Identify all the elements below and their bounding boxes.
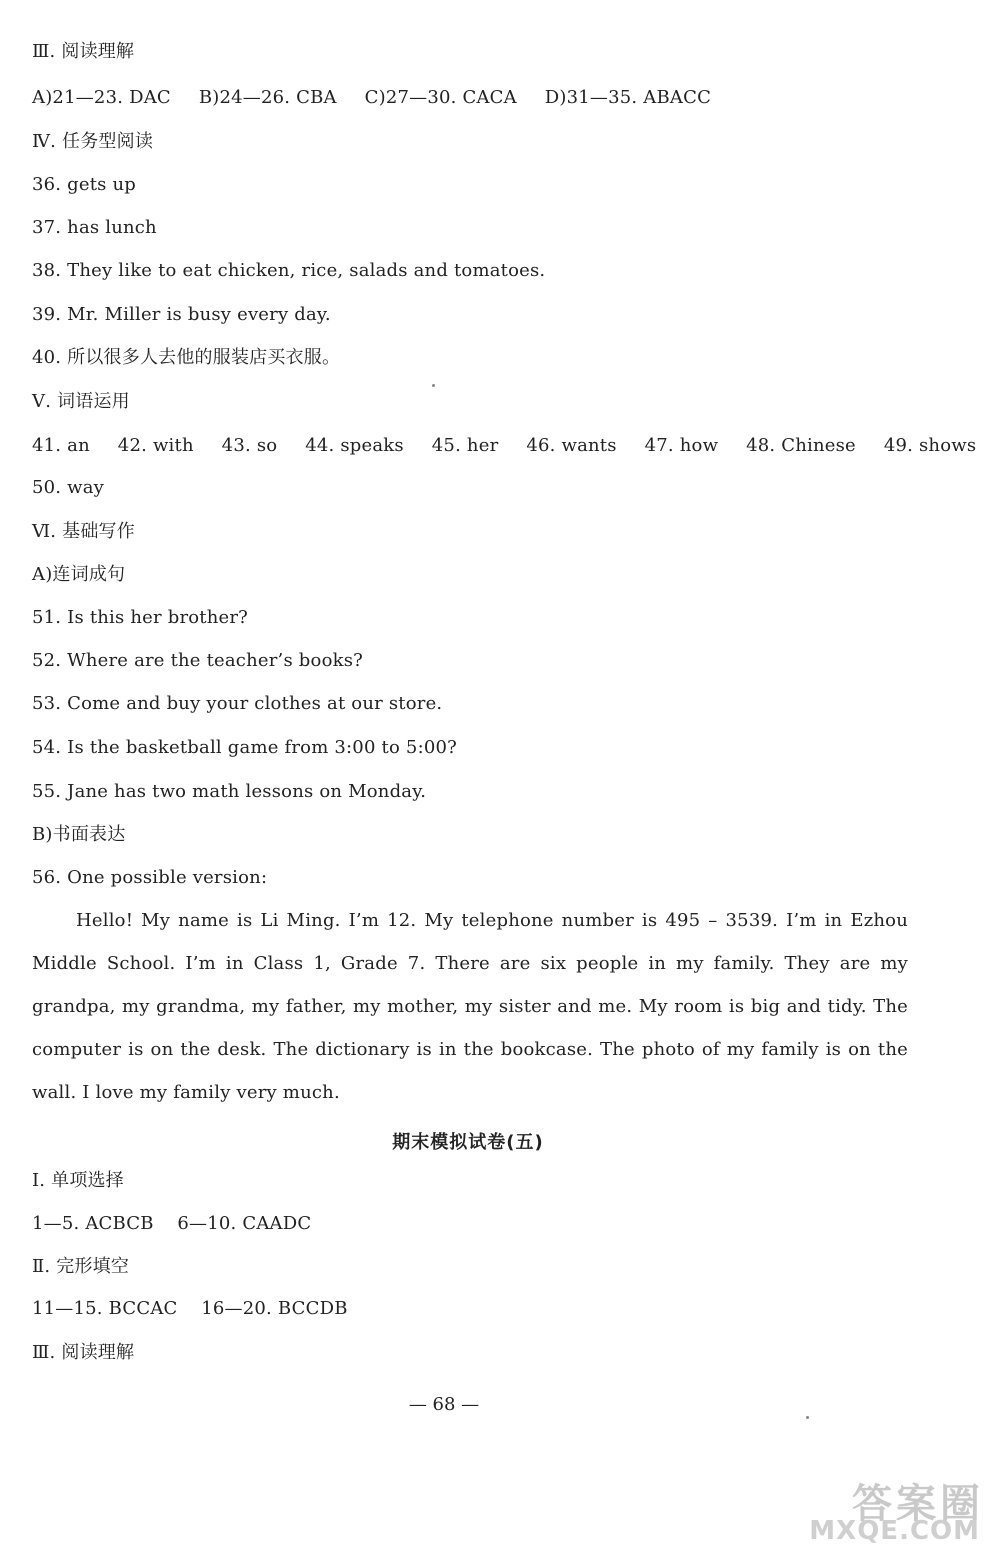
answer-48: 48. Chinese xyxy=(746,435,856,456)
watermark-logo xyxy=(794,1472,984,1544)
answer-47: 47. how xyxy=(644,435,719,456)
answer-group-a: A)21—23. DAC xyxy=(32,87,171,108)
answer-36: 36. gets up xyxy=(32,174,137,195)
answer-37: 37. has lunch xyxy=(32,217,157,238)
section-4-heading: Ⅳ. 任务型阅读 xyxy=(32,131,154,152)
answer-46: 46. wants xyxy=(526,435,617,456)
answer-44: 44. speaks xyxy=(305,435,404,456)
scan-speck xyxy=(432,384,435,387)
answer-40: 40. 所以很多人去他的服装店买衣服。 xyxy=(32,347,341,368)
answer-56-intro: 56. One possible version: xyxy=(32,867,268,888)
exam-5-part-2-heading: Ⅱ. 完形填空 xyxy=(32,1256,130,1277)
section-5-answers xyxy=(32,434,998,458)
essay-paragraph: Hello! My name is Li Ming. I’m 12. My telephone number is 495 – 3539. I’m in Ezhou Middle School. I’m in Class 1, Grade 7. There are six people in my family. They are my grandpa, my grandma, my father, my mother, my sister and me. My room is big and tidy. The computer is on the desk. The dictionary is in the bookcase. The photo of my family is on the wall. I love my family very much. xyxy=(32,910,908,1103)
answer-52: 52. Where are the teacher’s books? xyxy=(32,650,364,671)
exam-5-part-2-answers: 11—15. BCCAC 16—20. BCCDB xyxy=(32,1298,348,1319)
answer-group-c: C)27—30. CACA xyxy=(364,87,517,108)
answer-41: 41. an xyxy=(32,435,90,456)
scan-speck xyxy=(806,1416,809,1419)
section-6-heading: Ⅵ. 基础写作 xyxy=(32,521,135,542)
section-6b-heading: B)书面表达 xyxy=(32,824,126,845)
answer-42: 42. with xyxy=(117,435,194,456)
watermark-cn-text: 答案圈 xyxy=(852,1481,984,1527)
answer-43: 43. so xyxy=(221,435,278,456)
exam-5-title: 期末模拟试卷(五) xyxy=(392,1132,544,1153)
answer-38: 38. They like to eat chicken, rice, salads and tomatoes. xyxy=(32,260,546,281)
answer-51: 51. Is this her brother? xyxy=(32,607,249,628)
section-5-heading: Ⅴ. 词语运用 xyxy=(32,391,130,412)
section-3-heading: Ⅲ. 阅读理解 xyxy=(32,41,135,62)
page-number: — 68 — xyxy=(408,1394,480,1415)
answer-group-d: D)31—35. ABACC xyxy=(544,87,712,108)
answer-50: 50. way xyxy=(32,477,105,498)
exam-5-part-1-answers: 1—5. ACBCB 6—10. CAADC xyxy=(32,1213,312,1234)
section-3-answers xyxy=(32,86,733,110)
answer-45: 45. her xyxy=(431,435,499,456)
answer-55: 55. Jane has two math lessons on Monday. xyxy=(32,781,427,802)
answer-39: 39. Mr. Miller is busy every day. xyxy=(32,304,331,325)
answer-54: 54. Is the basketball game from 3:00 to 5:00? xyxy=(32,737,457,758)
answer-group-b: B)24—26. CBA xyxy=(198,87,337,108)
answer-49: 49. shows xyxy=(883,435,977,456)
section-6a-heading: A)连词成句 xyxy=(32,564,126,585)
answer-53: 53. Come and buy your clothes at our store. xyxy=(32,693,443,714)
watermark-en-text: MXQE.COM xyxy=(809,1516,980,1546)
exam-5-part-1-heading: Ⅰ. 单项选择 xyxy=(32,1170,124,1191)
exam-5-part-3-heading: Ⅲ. 阅读理解 xyxy=(32,1342,135,1363)
